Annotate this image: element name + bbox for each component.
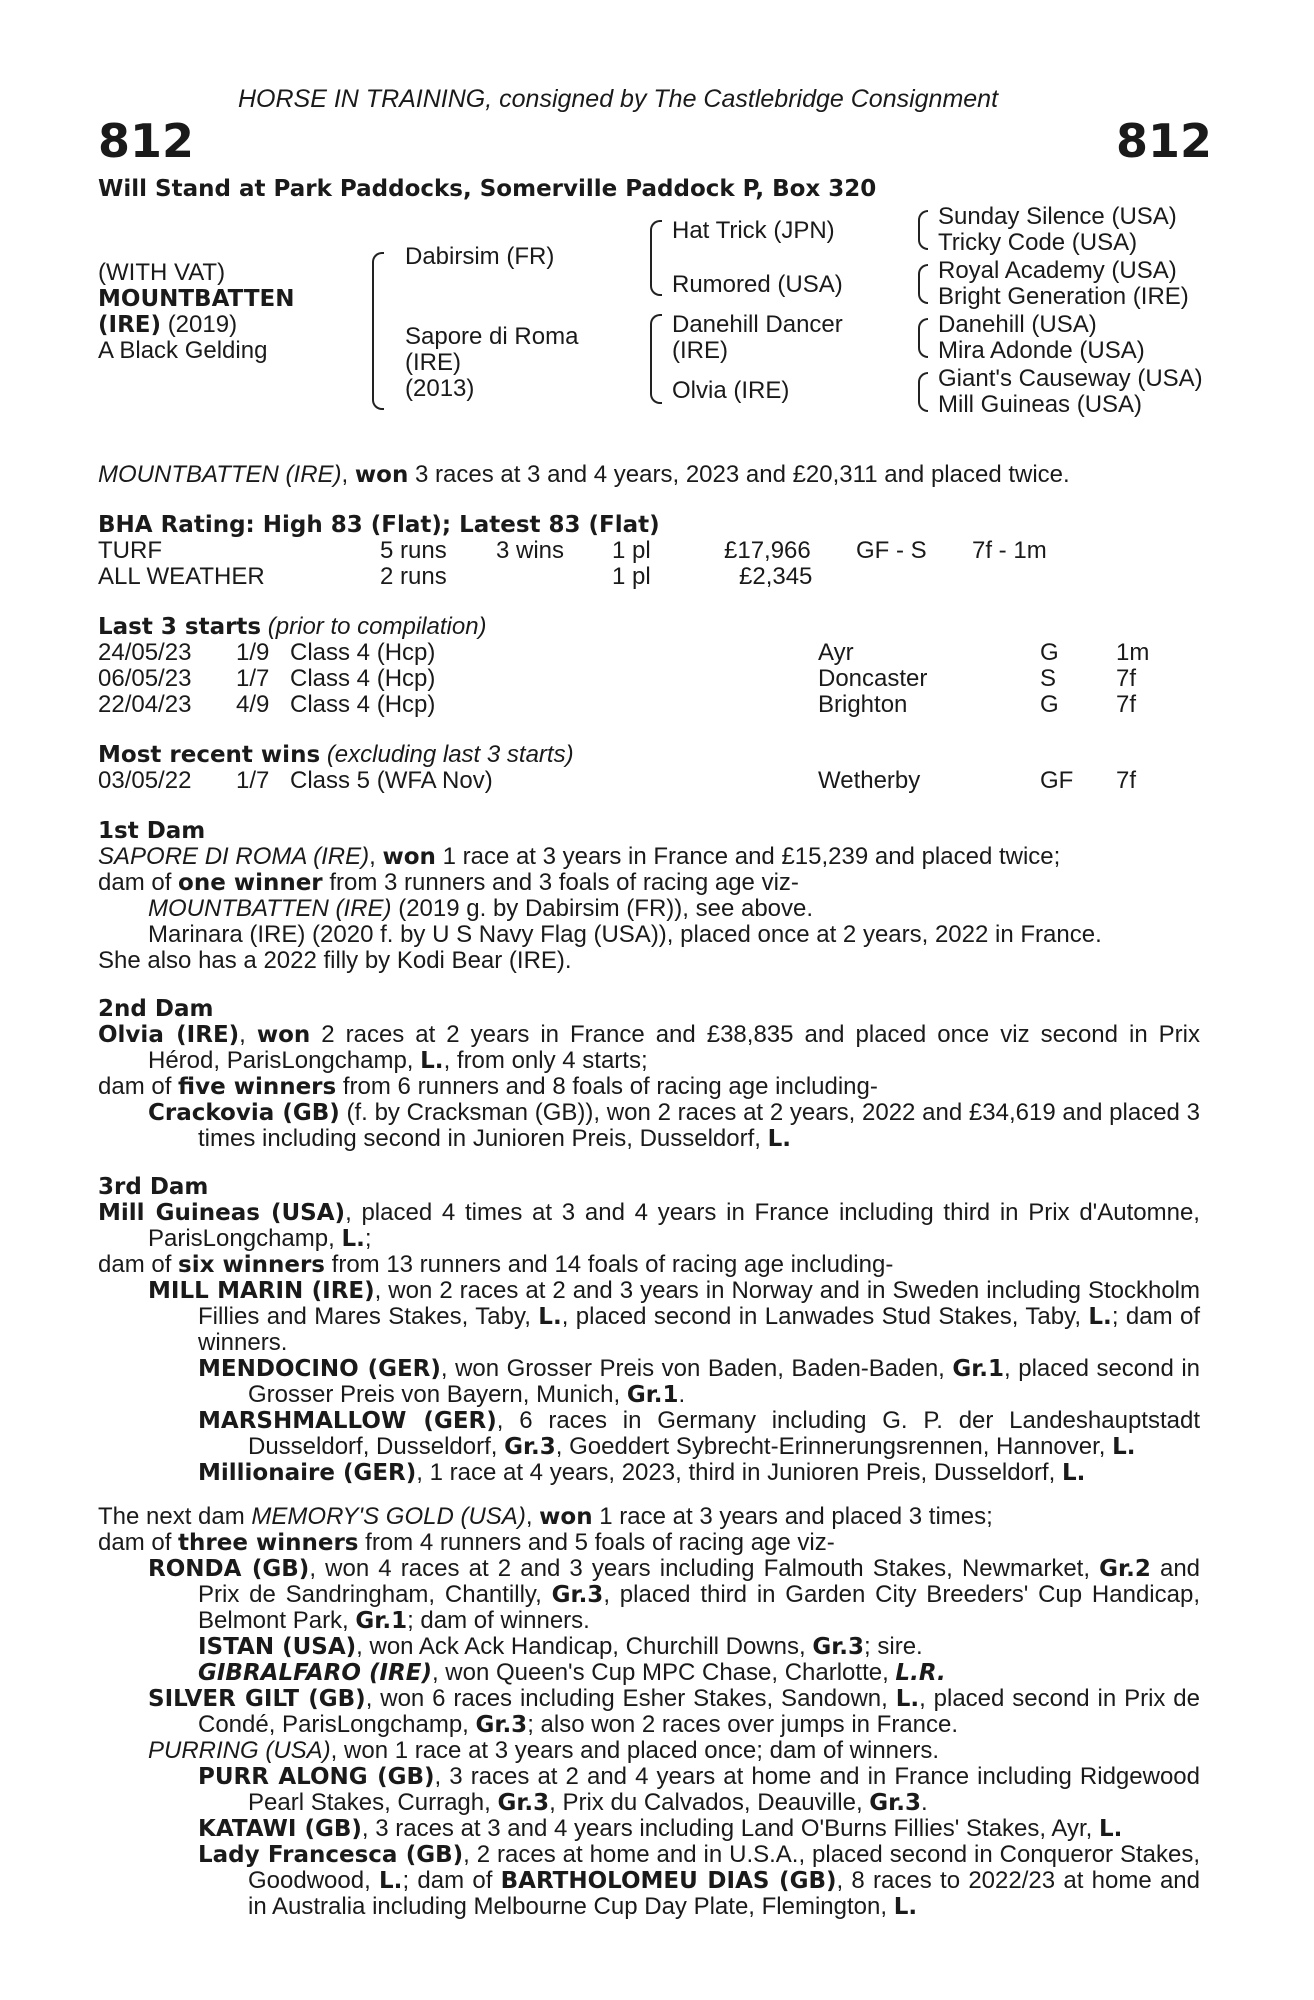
text-segment: dam of bbox=[98, 1529, 179, 1556]
text-segment: GF bbox=[1040, 767, 1074, 794]
text-segment: 03/05/22 bbox=[98, 767, 192, 794]
text-segment: five winners bbox=[178, 1074, 337, 1100]
text-segment: L. bbox=[895, 1686, 920, 1712]
rating-runs: 5 runs bbox=[380, 537, 447, 564]
text-segment: , won 4 races at 2 and 3 years including Falmouth Stakes, Newmarket, bbox=[309, 1555, 1100, 1582]
pedigree-brace-1 bbox=[372, 252, 384, 410]
entry-paragraph bbox=[98, 1842, 1200, 1920]
text-segment: , won 6 races including Esher Stakes, Sandown, bbox=[365, 1685, 896, 1712]
rating-distance: 7f - 1m bbox=[972, 537, 1047, 564]
entry-paragraph: SAPORE DI ROMA (IRE), won 1 race at 3 years in France and £15,239 and placed twice; bbox=[98, 843, 1061, 870]
text-segment: SAPORE DI ROMA (IRE) bbox=[98, 843, 370, 870]
text-segment: L. bbox=[893, 1894, 918, 1920]
race-summary: MOUNTBATTEN (IRE), won 3 races at 3 and 4 years, 2023 and £20,311 and placed twice. bbox=[98, 461, 1070, 488]
text-segment: RONDA (GB) bbox=[148, 1556, 310, 1582]
text-segment: (f. by Cracksman (GB)), won 2 races at 2 years, 2022 and £34,619 and placed 3 times including second in Junioren Preis, Dusseldorf, bbox=[198, 1099, 1200, 1152]
pedigree-g4-8: Mill Guineas (USA) bbox=[938, 391, 1143, 418]
text-segment: Gr.3 bbox=[812, 1634, 865, 1660]
text-segment: MILL MARIN (IRE) bbox=[148, 1278, 375, 1304]
text-segment: S bbox=[1040, 665, 1057, 692]
text-segment: 7f bbox=[1116, 767, 1137, 794]
entry-paragraph bbox=[98, 896, 1200, 922]
bha-rating-heading: BHA Rating: High 83 (Flat); Latest 83 (Flat) bbox=[98, 512, 660, 538]
text-segment: six winners bbox=[178, 1252, 325, 1278]
entry-paragraph bbox=[98, 1634, 1200, 1660]
pedigree-g4-1: Sunday Silence (USA) bbox=[938, 203, 1177, 230]
text-segment: ; dam of winners. bbox=[198, 1303, 1200, 1356]
text-segment: L.R. bbox=[895, 1660, 946, 1686]
entry-paragraph bbox=[98, 1356, 1200, 1408]
text-segment: L. bbox=[379, 1868, 403, 1894]
text-segment: ; sire. bbox=[864, 1633, 923, 1660]
text-segment: 1 race at 3 years and placed 3 times; bbox=[592, 1503, 993, 1530]
pedigree-g4-4: Bright Generation (IRE) bbox=[938, 283, 1189, 310]
entry-paragraph bbox=[98, 1556, 1200, 1634]
first-dam-section bbox=[98, 818, 1200, 974]
summary-text: 3 races at 3 and 4 years, 2023 and £20,311 and placed twice. bbox=[408, 461, 1070, 488]
text-segment: Class 4 (Hcp) bbox=[290, 639, 436, 666]
lot-number-right: 812 bbox=[1116, 114, 1213, 168]
text-segment: Gr.3 bbox=[869, 1790, 921, 1816]
text-segment: G bbox=[1040, 639, 1059, 666]
consignment-line: HORSE IN TRAINING, consigned by The Castlebridge Consignment bbox=[238, 85, 999, 113]
entry-paragraph: The next dam MEMORY'S GOLD (USA), won 1 race at 3 years and placed 3 times; bbox=[98, 1503, 993, 1530]
horse-name: MOUNTBATTEN bbox=[98, 286, 295, 312]
text-segment: , 3 races at 3 and 4 years including Land O'Burns Fillies' Stakes, Ayr, bbox=[361, 1815, 1099, 1842]
text-segment: 1m bbox=[1116, 639, 1150, 666]
lot-number-left: 812 bbox=[98, 114, 195, 168]
text-segment: (excluding last 3 starts) bbox=[326, 741, 574, 768]
text-segment: , won Queen's Cup MPC Chase, Charlotte, bbox=[431, 1659, 896, 1686]
pedigree-brace-2b bbox=[650, 314, 662, 404]
pedigree-brace-3b bbox=[918, 264, 928, 304]
text-segment: L. bbox=[1112, 1434, 1136, 1460]
pedigree-brace-3a bbox=[918, 210, 928, 250]
text-segment: , placed second in Grosser Preis von Bayern, Munich, bbox=[248, 1355, 1201, 1408]
text-segment: 7f bbox=[1116, 665, 1137, 692]
entry-paragraph bbox=[98, 1100, 1200, 1152]
text-segment: 2 races at 2 years in France and £38,835 and placed once viz second in Prix Hérod, ParisLongchamp, bbox=[148, 1021, 1200, 1074]
rating-surface: ALL WEATHER bbox=[98, 563, 265, 590]
text-segment: L. bbox=[1098, 1816, 1123, 1842]
text-segment: , placed third in Garden City Breeders' Cup Handicap, Belmont Park, bbox=[198, 1581, 1200, 1634]
text-segment: ISTAN (USA) bbox=[198, 1634, 357, 1660]
text-segment: Gr.3 bbox=[551, 1582, 604, 1608]
pedigree-g4-3: Royal Academy (USA) bbox=[938, 257, 1177, 284]
text-segment: , placed 4 times at 3 and 4 years in France including third in Prix d'Automne, ParisLongchamp, bbox=[148, 1199, 1200, 1252]
second-dam-heading: 2nd Dam bbox=[98, 996, 214, 1022]
pedigree-brace-3c bbox=[918, 318, 928, 358]
vat-note: (WITH VAT) bbox=[98, 259, 226, 286]
text-segment: ; bbox=[364, 1225, 372, 1252]
text-segment: three winners bbox=[178, 1530, 359, 1556]
pedigree-dam-line3: (2013) bbox=[405, 375, 475, 402]
text-segment: and Prix de Sandringham, Chantilly, bbox=[198, 1555, 1201, 1608]
last-starts-heading bbox=[98, 614, 487, 640]
pedigree-sire: Dabirsim (FR) bbox=[405, 243, 555, 270]
first-dam-heading: 1st Dam bbox=[98, 818, 206, 844]
third-dam-section bbox=[98, 1174, 1200, 1486]
text-segment: one winner bbox=[178, 870, 323, 896]
text-segment: PURR ALONG (GB) bbox=[198, 1764, 435, 1790]
entry-paragraph bbox=[98, 1252, 1200, 1278]
pedigree-dam-line2: (IRE) bbox=[405, 349, 461, 376]
horse-description: A Black Gelding bbox=[98, 337, 268, 364]
text-segment: from 3 runners and 3 foals of racing age viz- bbox=[322, 869, 799, 896]
horse-country-year bbox=[98, 312, 237, 338]
third-dam-heading: 3rd Dam bbox=[98, 1174, 209, 1200]
stand-location: Will Stand at Park Paddocks, Somerville Paddock P, Box 320 bbox=[98, 176, 877, 202]
text-segment: Last 3 starts bbox=[98, 614, 262, 640]
text-segment: Gr.3 bbox=[504, 1434, 556, 1460]
text-segment: Mill Guineas (USA) bbox=[98, 1200, 346, 1226]
text-segment: Crackovia (GB) bbox=[148, 1100, 340, 1126]
pedigree-dam-dam: Olvia (IRE) bbox=[672, 377, 790, 404]
pedigree-g4-6: Mira Adonde (USA) bbox=[938, 337, 1145, 364]
text-segment: (prior to compilation) bbox=[267, 613, 487, 640]
text-segment: , 3 races at 2 and 4 years at home and in France including Ridgewood Pearl Stakes, Curragh, bbox=[248, 1763, 1200, 1816]
text-segment: L. bbox=[767, 1126, 792, 1152]
pedigree-brace-2a bbox=[650, 220, 662, 296]
text-segment: MEMORY'S GOLD (USA) bbox=[251, 1503, 526, 1530]
pedigree-sire-sire: Hat Trick (JPN) bbox=[672, 217, 835, 244]
text-segment: , won Grosser Preis von Baden, Baden-Baden, bbox=[440, 1355, 953, 1382]
text-segment: Class 5 (WFA Nov) bbox=[290, 767, 493, 794]
text-segment: dam of bbox=[98, 1073, 179, 1100]
text-segment: Class 4 (Hcp) bbox=[290, 691, 436, 718]
text-segment: won bbox=[539, 1504, 593, 1530]
text-segment: SILVER GILT (GB) bbox=[148, 1686, 366, 1712]
recent-wins-heading bbox=[98, 742, 574, 768]
text-segment: . bbox=[678, 1381, 686, 1408]
text-segment: The next dam bbox=[98, 1503, 252, 1530]
text-segment: won bbox=[382, 844, 436, 870]
text-segment: 06/05/23 bbox=[98, 665, 192, 692]
text-segment: ; dam of bbox=[402, 1867, 501, 1894]
text-segment: L. bbox=[420, 1048, 444, 1074]
entry-paragraph bbox=[98, 1074, 1200, 1100]
text-segment: ; dam of winners. bbox=[407, 1607, 590, 1634]
text-segment: 1/7 bbox=[236, 767, 270, 794]
rating-earnings: £2,345 bbox=[739, 563, 813, 590]
text-segment: , 8 races to 2022/23 at home and in Australia including Melbourne Cup Day Plate, Flemington, bbox=[248, 1867, 1200, 1920]
text-segment: , placed second in Lanwades Stud Stakes, Taby, bbox=[561, 1303, 1089, 1330]
entry-paragraph bbox=[98, 1764, 1200, 1816]
horse-country: (IRE) bbox=[98, 312, 162, 338]
text-segment: L. bbox=[341, 1226, 365, 1252]
text-segment: Millionaire (GER) bbox=[198, 1460, 417, 1486]
text-segment: GIBRALFARO (IRE) bbox=[198, 1660, 432, 1686]
text-segment: , Prix du Calvados, Deauville, bbox=[549, 1789, 870, 1816]
next-dam-section bbox=[98, 1504, 1200, 1920]
entry-paragraph bbox=[98, 1816, 1200, 1842]
pedigree-sire-dam: Rumored (USA) bbox=[672, 271, 843, 298]
rating-going: GF - S bbox=[856, 537, 927, 564]
text-segment: , Goeddert Sybrecht-Erinnerungsrennen, Hannover, bbox=[555, 1433, 1113, 1460]
entry-paragraph bbox=[98, 1686, 1200, 1738]
text-segment: 24/05/23 bbox=[98, 639, 192, 666]
text-segment: Olvia (IRE) bbox=[98, 1022, 240, 1048]
entry-paragraph bbox=[98, 1460, 1200, 1486]
text-segment: , 6 races in Germany including G. P. der Landeshauptstadt Dusseldorf, Dusseldorf, bbox=[248, 1407, 1200, 1460]
pedigree-dam-sire-line1: Danehill Dancer bbox=[672, 311, 843, 338]
entry-paragraph bbox=[98, 1278, 1200, 1356]
text-segment: Gr.1 bbox=[952, 1356, 1005, 1382]
entry-paragraph bbox=[98, 1738, 1200, 1764]
rating-placed: 1 pl bbox=[612, 563, 651, 590]
text-segment: 1/9 bbox=[236, 639, 270, 666]
text-segment: L. bbox=[1088, 1304, 1112, 1330]
text-segment: . bbox=[920, 1789, 928, 1816]
text-segment: 1/7 bbox=[236, 665, 270, 692]
text-segment: G bbox=[1040, 691, 1059, 718]
text-segment: ; also won 2 races over jumps in France. bbox=[527, 1711, 959, 1738]
pedigree-g4-2: Tricky Code (USA) bbox=[938, 229, 1138, 256]
rating-runs: 2 runs bbox=[380, 563, 447, 590]
text-segment: Doncaster bbox=[818, 665, 928, 692]
pedigree-brace-3d bbox=[918, 372, 928, 412]
summary-horse-name: MOUNTBATTEN (IRE) bbox=[98, 461, 342, 488]
text-segment: Lady Francesca (GB) bbox=[198, 1842, 464, 1868]
text-segment: Gr.3 bbox=[475, 1712, 528, 1738]
rating-placed: 1 pl bbox=[612, 537, 651, 564]
text-segment: Brighton bbox=[818, 691, 908, 718]
text-segment: BARTHOLOMEU DIAS (GB) bbox=[500, 1868, 837, 1894]
text-segment: Most recent wins bbox=[98, 742, 321, 768]
text-segment: 22/04/23 bbox=[98, 691, 192, 718]
text-segment: PURRING (USA) bbox=[148, 1737, 331, 1764]
rating-earnings: £17,966 bbox=[724, 537, 811, 564]
text-segment: , won Ack Ack Handicap, Churchill Downs, bbox=[356, 1633, 813, 1660]
text-segment: (2019 g. by Dabirsim (FR)), see above. bbox=[391, 895, 814, 922]
text-segment: KATAWI (GB) bbox=[198, 1816, 362, 1842]
pedigree-g4-7: Giant's Causeway (USA) bbox=[938, 365, 1203, 392]
entry-paragraph: Olvia (IRE), won 2 races at 2 years in France and £38,835 and placed once viz second in Prix Hérod, ParisLongchamp, L., from only 4 starts; bbox=[98, 1021, 1200, 1074]
summary-won: won bbox=[354, 462, 409, 488]
second-dam-section bbox=[98, 996, 1200, 1152]
text-segment: She also has a 2022 filly by Kodi Bear (IRE). bbox=[98, 947, 572, 974]
text-segment: from 4 runners and 5 foals of racing age viz- bbox=[358, 1529, 835, 1556]
text-segment: Gr.2 bbox=[1099, 1556, 1151, 1582]
text-segment: , placed second in Prix de Condé, ParisLongchamp, bbox=[198, 1685, 1200, 1738]
text-segment: MENDOCINO (GER) bbox=[198, 1356, 441, 1382]
text-segment: dam of bbox=[98, 1251, 179, 1278]
text-segment: , from only 4 starts; bbox=[443, 1047, 648, 1074]
text-segment: MOUNTBATTEN (IRE) bbox=[148, 895, 392, 922]
text-segment: , 1 race at 4 years, 2023, third in Junioren Preis, Dusseldorf, bbox=[416, 1459, 1062, 1486]
entry-paragraph bbox=[98, 870, 1200, 896]
text-segment: , won 1 race at 3 years and placed once; dam of winners. bbox=[330, 1737, 940, 1764]
entry-paragraph bbox=[98, 1530, 1200, 1556]
text-segment: dam of bbox=[98, 869, 179, 896]
text-segment: , won 2 races at 2 and 3 years in Norway and in Sweden including Stockholm Fillies and Mares Stakes, Taby, bbox=[198, 1277, 1201, 1330]
horse-year: (2019) bbox=[167, 311, 238, 338]
text-segment: L. bbox=[1061, 1460, 1086, 1486]
entry-paragraph bbox=[98, 1660, 1200, 1686]
text-segment: L. bbox=[538, 1304, 562, 1330]
entry-paragraph bbox=[98, 1200, 1200, 1252]
text-segment: from 13 runners and 14 foals of racing age including- bbox=[324, 1251, 894, 1278]
text-segment: Wetherby bbox=[818, 767, 921, 794]
text-segment: Class 4 (Hcp) bbox=[290, 665, 436, 692]
rating-surface: TURF bbox=[98, 537, 162, 564]
entry-paragraph bbox=[98, 1408, 1200, 1460]
text-segment: from 6 runners and 8 foals of racing age including- bbox=[336, 1073, 878, 1100]
text-segment: won bbox=[256, 1022, 311, 1048]
text-segment: 1 race at 3 years in France and £15,239 and placed twice; bbox=[435, 843, 1061, 870]
text-segment: Gr.1 bbox=[355, 1608, 408, 1634]
text-segment: 4/9 bbox=[236, 691, 270, 718]
text-segment: 7f bbox=[1116, 691, 1137, 718]
pedigree-dam-line1: Sapore di Roma bbox=[405, 323, 579, 350]
text-segment: Ayr bbox=[818, 639, 854, 666]
text-segment: Marinara (IRE) (2020 f. by U S Navy Flag (USA)), placed once at 2 years, 2022 in France. bbox=[148, 921, 1102, 948]
text-segment: Gr.3 bbox=[497, 1790, 550, 1816]
text-segment: Gr.1 bbox=[626, 1382, 679, 1408]
pedigree-g4-5: Danehill (USA) bbox=[938, 311, 1097, 338]
text-segment: , 2 races at home and in U.S.A., placed second in Conqueror Stakes, Goodwood, bbox=[248, 1841, 1200, 1894]
pedigree-dam-sire-line2: (IRE) bbox=[672, 337, 728, 364]
rating-wins: 3 wins bbox=[496, 537, 565, 564]
text-segment: MARSHMALLOW (GER) bbox=[198, 1408, 497, 1434]
